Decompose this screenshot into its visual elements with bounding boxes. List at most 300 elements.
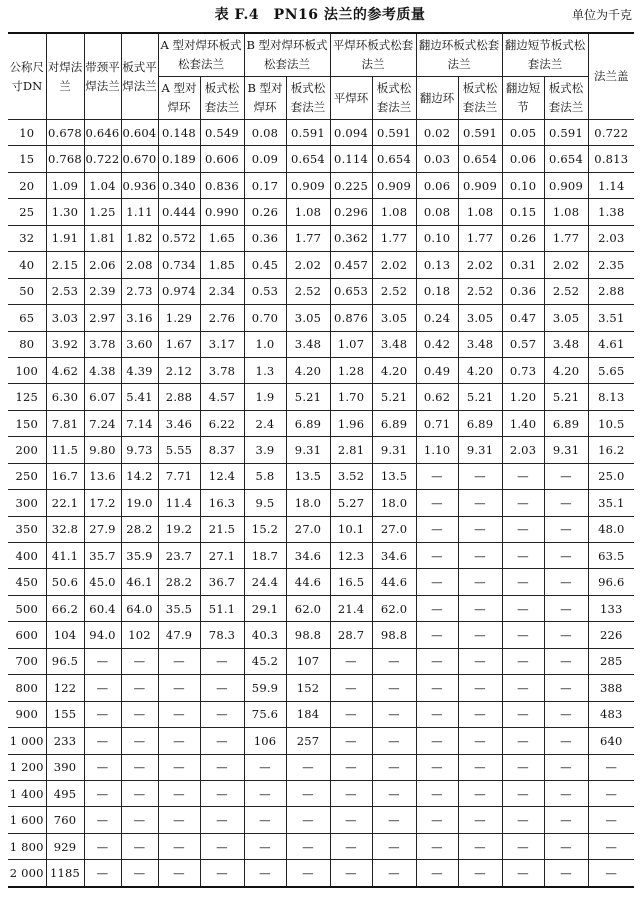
mass-cell: 2.52 bbox=[458, 278, 502, 304]
mass-cell: — bbox=[544, 490, 588, 516]
mass-cell: 0.654 bbox=[544, 146, 588, 172]
table-row bbox=[8, 120, 634, 146]
mass-cell: — bbox=[121, 675, 158, 701]
table-row bbox=[8, 437, 634, 463]
mass-cell: 1.82 bbox=[121, 225, 158, 251]
mass-cell: 5.21 bbox=[544, 384, 588, 410]
mass-cell: — bbox=[84, 780, 121, 806]
dn-cell: 500 bbox=[8, 595, 46, 621]
mass-cell: 18.0 bbox=[286, 490, 330, 516]
mass-cell: 0.10 bbox=[416, 225, 458, 251]
mass-cell: — bbox=[200, 648, 244, 674]
mass-cell: 390 bbox=[46, 754, 84, 780]
mass-cell: 1.70 bbox=[330, 384, 372, 410]
mass-cell: 0.876 bbox=[330, 305, 372, 331]
mass-cell: 96.5 bbox=[46, 648, 84, 674]
mass-cell: 13.5 bbox=[372, 463, 416, 489]
mass-cell: — bbox=[458, 490, 502, 516]
mass-cell: — bbox=[244, 754, 286, 780]
mass-cell: — bbox=[544, 622, 588, 648]
mass-cell: — bbox=[544, 675, 588, 701]
dn-cell: 10 bbox=[8, 120, 46, 146]
mass-cell: 0.591 bbox=[372, 120, 416, 146]
mass-cell: — bbox=[458, 675, 502, 701]
mass-cell: 929 bbox=[46, 833, 84, 859]
mass-cell: 16.2 bbox=[588, 437, 634, 463]
mass-cell: 98.8 bbox=[372, 622, 416, 648]
mass-cell: 760 bbox=[46, 807, 84, 833]
mass-cell: — bbox=[286, 833, 330, 859]
mass-cell: 10.1 bbox=[330, 516, 372, 542]
mass-cell: 27.1 bbox=[200, 543, 244, 569]
mass-cell: 3.05 bbox=[544, 305, 588, 331]
mass-cell: — bbox=[84, 728, 121, 754]
mass-cell: 21.4 bbox=[330, 595, 372, 621]
table-row bbox=[8, 225, 634, 251]
table-row bbox=[8, 305, 634, 331]
mass-cell: 2.73 bbox=[121, 278, 158, 304]
mass-cell: 9.31 bbox=[286, 437, 330, 463]
mass-cell: 9.80 bbox=[84, 437, 121, 463]
mass-cell: 1.77 bbox=[286, 225, 330, 251]
mass-cell: — bbox=[121, 648, 158, 674]
header-b-type-group: B 型对焊环板式松套法兰 bbox=[244, 33, 330, 77]
mass-cell: 2.12 bbox=[158, 357, 200, 383]
mass-cell: — bbox=[502, 543, 544, 569]
mass-cell: — bbox=[416, 490, 458, 516]
mass-cell: 5.21 bbox=[372, 384, 416, 410]
mass-cell: 7.71 bbox=[158, 463, 200, 489]
mass-cell: 12.3 bbox=[330, 543, 372, 569]
mass-cell: 0.646 bbox=[84, 120, 121, 146]
dn-cell: 100 bbox=[8, 357, 46, 383]
dn-cell: 1 600 bbox=[8, 807, 46, 833]
mass-cell: — bbox=[416, 728, 458, 754]
mass-cell: 34.6 bbox=[372, 543, 416, 569]
mass-cell: 12.4 bbox=[200, 463, 244, 489]
mass-cell: — bbox=[458, 701, 502, 727]
mass-cell: — bbox=[372, 780, 416, 806]
table-row bbox=[8, 754, 634, 780]
mass-cell: — bbox=[121, 860, 158, 887]
mass-cell: — bbox=[458, 807, 502, 833]
mass-cell: 1.30 bbox=[46, 199, 84, 225]
mass-cell: 2.02 bbox=[544, 252, 588, 278]
mass-cell: 1.09 bbox=[46, 172, 84, 198]
mass-cell: — bbox=[502, 728, 544, 754]
mass-cell: 1.67 bbox=[158, 331, 200, 357]
mass-cell: — bbox=[544, 648, 588, 674]
mass-cell: 2.88 bbox=[158, 384, 200, 410]
mass-cell: — bbox=[458, 754, 502, 780]
header-plate-slip-on: 板式平焊法兰 bbox=[121, 33, 158, 120]
mass-cell: 483 bbox=[588, 701, 634, 727]
mass-cell: 9.31 bbox=[372, 437, 416, 463]
mass-cell: — bbox=[416, 833, 458, 859]
mass-cell: — bbox=[588, 833, 634, 859]
mass-cell: 3.9 bbox=[244, 437, 286, 463]
table-row bbox=[8, 622, 634, 648]
mass-cell: 184 bbox=[286, 701, 330, 727]
mass-cell: 28.7 bbox=[330, 622, 372, 648]
mass-cell: — bbox=[502, 595, 544, 621]
mass-cell: 15.2 bbox=[244, 516, 286, 542]
mass-cell: 0.606 bbox=[200, 146, 244, 172]
mass-cell: — bbox=[330, 807, 372, 833]
table-row bbox=[8, 410, 634, 436]
mass-cell: 102 bbox=[121, 622, 158, 648]
dn-cell: 1 200 bbox=[8, 754, 46, 780]
mass-cell: — bbox=[416, 595, 458, 621]
mass-cell: — bbox=[588, 807, 634, 833]
mass-cell: — bbox=[84, 754, 121, 780]
mass-cell: 0.678 bbox=[46, 120, 84, 146]
mass-cell: 2.76 bbox=[200, 305, 244, 331]
mass-cell: 0.936 bbox=[121, 172, 158, 198]
mass-cell: 44.6 bbox=[286, 569, 330, 595]
table-row bbox=[8, 833, 634, 859]
mass-cell: 16.7 bbox=[46, 463, 84, 489]
mass-cell: 27.9 bbox=[84, 516, 121, 542]
header-stub-plate-loose: 板式松套法兰 bbox=[544, 77, 588, 120]
mass-cell: 10.5 bbox=[588, 410, 634, 436]
mass-cell: — bbox=[544, 728, 588, 754]
mass-cell: 1.3 bbox=[244, 357, 286, 383]
table-row bbox=[8, 357, 634, 383]
mass-cell: 0.73 bbox=[502, 357, 544, 383]
mass-cell: — bbox=[416, 622, 458, 648]
mass-cell: 1.20 bbox=[502, 384, 544, 410]
mass-cell: — bbox=[458, 463, 502, 489]
header-flat-ring: 平焊环 bbox=[330, 77, 372, 120]
mass-cell: 0.457 bbox=[330, 252, 372, 278]
mass-cell: 0.094 bbox=[330, 120, 372, 146]
mass-cell: 0.09 bbox=[244, 146, 286, 172]
mass-cell: 2.52 bbox=[544, 278, 588, 304]
table-row bbox=[8, 648, 634, 674]
header-flat-ring-group: 平焊环板式松套法兰 bbox=[330, 33, 416, 77]
mass-cell: 3.78 bbox=[84, 331, 121, 357]
table-row bbox=[8, 331, 634, 357]
mass-cell: 0.114 bbox=[330, 146, 372, 172]
mass-cell: 22.1 bbox=[46, 490, 84, 516]
mass-cell: 0.670 bbox=[121, 146, 158, 172]
mass-cell: 2.53 bbox=[46, 278, 84, 304]
mass-cell: 6.07 bbox=[84, 384, 121, 410]
mass-cell: 0.62 bbox=[416, 384, 458, 410]
mass-cell: — bbox=[200, 701, 244, 727]
mass-cell: — bbox=[158, 701, 200, 727]
mass-cell: 6.89 bbox=[544, 410, 588, 436]
table-row bbox=[8, 252, 634, 278]
mass-cell: — bbox=[502, 648, 544, 674]
mass-cell: — bbox=[458, 622, 502, 648]
mass-cell: 7.24 bbox=[84, 410, 121, 436]
mass-cell: — bbox=[158, 728, 200, 754]
mass-cell: 3.51 bbox=[588, 305, 634, 331]
mass-cell: 2.02 bbox=[286, 252, 330, 278]
mass-cell: 388 bbox=[588, 675, 634, 701]
mass-cell: — bbox=[121, 754, 158, 780]
mass-cell: 32.8 bbox=[46, 516, 84, 542]
mass-cell: — bbox=[244, 780, 286, 806]
table-row bbox=[8, 728, 634, 754]
header-b-plate-loose: 板式松套法兰 bbox=[286, 77, 330, 120]
mass-cell: 285 bbox=[588, 648, 634, 674]
header-hubbed-slip-on: 带颈平焊法兰 bbox=[84, 33, 121, 120]
mass-cell: 5.21 bbox=[458, 384, 502, 410]
dn-cell: 800 bbox=[8, 675, 46, 701]
mass-cell: — bbox=[121, 833, 158, 859]
dn-cell: 600 bbox=[8, 622, 46, 648]
mass-cell: 1.9 bbox=[244, 384, 286, 410]
mass-cell: — bbox=[200, 754, 244, 780]
mass-cell: 41.1 bbox=[46, 543, 84, 569]
mass-cell: 0.362 bbox=[330, 225, 372, 251]
mass-cell: — bbox=[158, 754, 200, 780]
table-row bbox=[8, 384, 634, 410]
dn-cell: 25 bbox=[8, 199, 46, 225]
mass-cell: 17.2 bbox=[84, 490, 121, 516]
mass-cell: 1.81 bbox=[84, 225, 121, 251]
mass-cell: — bbox=[158, 807, 200, 833]
mass-cell: 0.549 bbox=[200, 120, 244, 146]
dn-cell: 1 000 bbox=[8, 728, 46, 754]
dn-cell: 1 400 bbox=[8, 780, 46, 806]
mass-cell: 1.28 bbox=[330, 357, 372, 383]
mass-cell: — bbox=[544, 569, 588, 595]
mass-cell: 25.0 bbox=[588, 463, 634, 489]
mass-cell: — bbox=[200, 860, 244, 887]
mass-cell: 98.8 bbox=[286, 622, 330, 648]
mass-cell: 1.85 bbox=[200, 252, 244, 278]
mass-cell: 5.21 bbox=[286, 384, 330, 410]
mass-cell: 0.49 bbox=[416, 357, 458, 383]
mass-cell: 0.909 bbox=[286, 172, 330, 198]
dn-cell: 300 bbox=[8, 490, 46, 516]
mass-cell: — bbox=[244, 833, 286, 859]
mass-cell: 1.91 bbox=[46, 225, 84, 251]
mass-cell: — bbox=[158, 780, 200, 806]
mass-cell: — bbox=[502, 807, 544, 833]
dn-cell: 20 bbox=[8, 172, 46, 198]
mass-cell: 60.4 bbox=[84, 595, 121, 621]
mass-cell: 104 bbox=[46, 622, 84, 648]
mass-cell: — bbox=[544, 833, 588, 859]
mass-cell: 0.591 bbox=[286, 120, 330, 146]
mass-cell: 9.31 bbox=[544, 437, 588, 463]
table-row bbox=[8, 463, 634, 489]
mass-cell: 3.92 bbox=[46, 331, 84, 357]
mass-cell: 78.3 bbox=[200, 622, 244, 648]
mass-cell: 24.4 bbox=[244, 569, 286, 595]
mass-cell: — bbox=[330, 675, 372, 701]
mass-cell: 13.5 bbox=[286, 463, 330, 489]
mass-cell: — bbox=[330, 833, 372, 859]
mass-cell: — bbox=[286, 780, 330, 806]
mass-cell: — bbox=[372, 833, 416, 859]
mass-cell: 2.52 bbox=[286, 278, 330, 304]
mass-cell: 9.73 bbox=[121, 437, 158, 463]
mass-cell: 50.6 bbox=[46, 569, 84, 595]
mass-cell: — bbox=[502, 675, 544, 701]
mass-cell: — bbox=[121, 780, 158, 806]
mass-cell: 1.77 bbox=[372, 225, 416, 251]
mass-cell: 6.30 bbox=[46, 384, 84, 410]
mass-cell: 3.60 bbox=[121, 331, 158, 357]
mass-cell: 6.22 bbox=[200, 410, 244, 436]
table-row bbox=[8, 172, 634, 198]
mass-cell: 4.57 bbox=[200, 384, 244, 410]
dn-cell: 400 bbox=[8, 543, 46, 569]
mass-cell: — bbox=[502, 490, 544, 516]
mass-cell: 19.0 bbox=[121, 490, 158, 516]
mass-cell: 3.17 bbox=[200, 331, 244, 357]
mass-cell: 13.6 bbox=[84, 463, 121, 489]
mass-cell: 0.36 bbox=[502, 278, 544, 304]
mass-cell: 35.9 bbox=[121, 543, 158, 569]
mass-cell: 1.08 bbox=[286, 199, 330, 225]
dn-cell: 900 bbox=[8, 701, 46, 727]
mass-cell: 0.71 bbox=[416, 410, 458, 436]
mass-cell: 3.05 bbox=[458, 305, 502, 331]
mass-cell: — bbox=[502, 860, 544, 887]
mass-cell: 1.08 bbox=[372, 199, 416, 225]
mass-cell: 1.0 bbox=[244, 331, 286, 357]
mass-cell: — bbox=[200, 675, 244, 701]
dn-cell: 250 bbox=[8, 463, 46, 489]
mass-cell: 14.2 bbox=[121, 463, 158, 489]
header-butt-weld: 对焊法兰 bbox=[46, 33, 84, 120]
table-row bbox=[8, 543, 634, 569]
mass-cell: 1.08 bbox=[458, 199, 502, 225]
table-row bbox=[8, 569, 634, 595]
table-header bbox=[8, 33, 634, 120]
mass-cell: 5.8 bbox=[244, 463, 286, 489]
mass-cell: 0.06 bbox=[502, 146, 544, 172]
mass-cell: 3.46 bbox=[158, 410, 200, 436]
mass-cell: — bbox=[330, 754, 372, 780]
mass-cell: — bbox=[502, 569, 544, 595]
mass-cell: 8.37 bbox=[200, 437, 244, 463]
unit-label: 单位为千克 bbox=[571, 8, 632, 22]
mass-cell: 36.7 bbox=[200, 569, 244, 595]
mass-cell: 0.26 bbox=[244, 199, 286, 225]
mass-cell: — bbox=[544, 701, 588, 727]
table-row bbox=[8, 780, 634, 806]
mass-cell: 2.39 bbox=[84, 278, 121, 304]
mass-cell: 152 bbox=[286, 675, 330, 701]
header-a-type-group: A 型对焊环板式松套法兰 bbox=[158, 33, 244, 77]
mass-cell: 1.10 bbox=[416, 437, 458, 463]
mass-cell: 2.02 bbox=[372, 252, 416, 278]
table-row bbox=[8, 595, 634, 621]
mass-cell: — bbox=[416, 860, 458, 887]
table-row bbox=[8, 146, 634, 172]
mass-cell: 0.722 bbox=[84, 146, 121, 172]
mass-cell: 0.768 bbox=[46, 146, 84, 172]
mass-cell: — bbox=[458, 833, 502, 859]
mass-cell: 106 bbox=[244, 728, 286, 754]
mass-cell: 0.47 bbox=[502, 305, 544, 331]
header-stub: 翻边短节 bbox=[502, 77, 544, 120]
mass-cell: 40.3 bbox=[244, 622, 286, 648]
mass-cell: 1.40 bbox=[502, 410, 544, 436]
dn-cell: 1 800 bbox=[8, 833, 46, 859]
mass-cell: 45.0 bbox=[84, 569, 121, 595]
mass-cell: — bbox=[458, 543, 502, 569]
mass-cell: 0.53 bbox=[244, 278, 286, 304]
table-title: 表 F.4 PN16 法兰的参考质量 bbox=[214, 7, 426, 23]
mass-cell: 2.03 bbox=[502, 437, 544, 463]
mass-cell: — bbox=[84, 807, 121, 833]
mass-cell: 2.52 bbox=[372, 278, 416, 304]
table-row bbox=[8, 490, 634, 516]
mass-cell: 5.65 bbox=[588, 357, 634, 383]
mass-cell: 2.15 bbox=[46, 252, 84, 278]
mass-cell: 1.25 bbox=[84, 199, 121, 225]
mass-cell: — bbox=[544, 516, 588, 542]
mass-cell: 122 bbox=[46, 675, 84, 701]
mass-cell: — bbox=[544, 754, 588, 780]
mass-cell: 0.06 bbox=[416, 172, 458, 198]
mass-cell: 3.78 bbox=[200, 357, 244, 383]
mass-cell: 63.5 bbox=[588, 543, 634, 569]
mass-cell: — bbox=[330, 780, 372, 806]
mass-cell: 0.734 bbox=[158, 252, 200, 278]
mass-cell: 48.0 bbox=[588, 516, 634, 542]
mass-cell: 34.6 bbox=[286, 543, 330, 569]
mass-cell: 2.02 bbox=[458, 252, 502, 278]
mass-cell: 0.836 bbox=[200, 172, 244, 198]
mass-cell: 0.13 bbox=[416, 252, 458, 278]
mass-cell: — bbox=[458, 860, 502, 887]
mass-cell: — bbox=[372, 728, 416, 754]
mass-cell: 0.813 bbox=[588, 146, 634, 172]
mass-cell: 5.55 bbox=[158, 437, 200, 463]
mass-cell: 3.48 bbox=[286, 331, 330, 357]
mass-cell: — bbox=[544, 807, 588, 833]
mass-cell: 3.05 bbox=[372, 305, 416, 331]
mass-cell: — bbox=[502, 516, 544, 542]
mass-cell: — bbox=[244, 807, 286, 833]
mass-cell: 0.08 bbox=[416, 199, 458, 225]
mass-cell: 0.18 bbox=[416, 278, 458, 304]
mass-cell: 44.6 bbox=[372, 569, 416, 595]
mass-cell: 0.909 bbox=[458, 172, 502, 198]
mass-cell: — bbox=[84, 701, 121, 727]
mass-cell: 0.24 bbox=[416, 305, 458, 331]
mass-cell: 257 bbox=[286, 728, 330, 754]
mass-cell: — bbox=[458, 569, 502, 595]
mass-cell: — bbox=[200, 728, 244, 754]
mass-cell: 0.05 bbox=[502, 120, 544, 146]
mass-cell: 0.31 bbox=[502, 252, 544, 278]
mass-cell: 2.35 bbox=[588, 252, 634, 278]
mass-cell: — bbox=[330, 648, 372, 674]
mass-cell: — bbox=[372, 648, 416, 674]
mass-cell: 51.1 bbox=[200, 595, 244, 621]
mass-cell: — bbox=[416, 754, 458, 780]
mass-cell: — bbox=[544, 860, 588, 887]
mass-cell: 107 bbox=[286, 648, 330, 674]
mass-cell: 1.07 bbox=[330, 331, 372, 357]
mass-cell: 16.3 bbox=[200, 490, 244, 516]
mass-cell: — bbox=[158, 648, 200, 674]
mass-cell: — bbox=[544, 780, 588, 806]
dn-cell: 15 bbox=[8, 146, 46, 172]
table-row bbox=[8, 860, 634, 887]
